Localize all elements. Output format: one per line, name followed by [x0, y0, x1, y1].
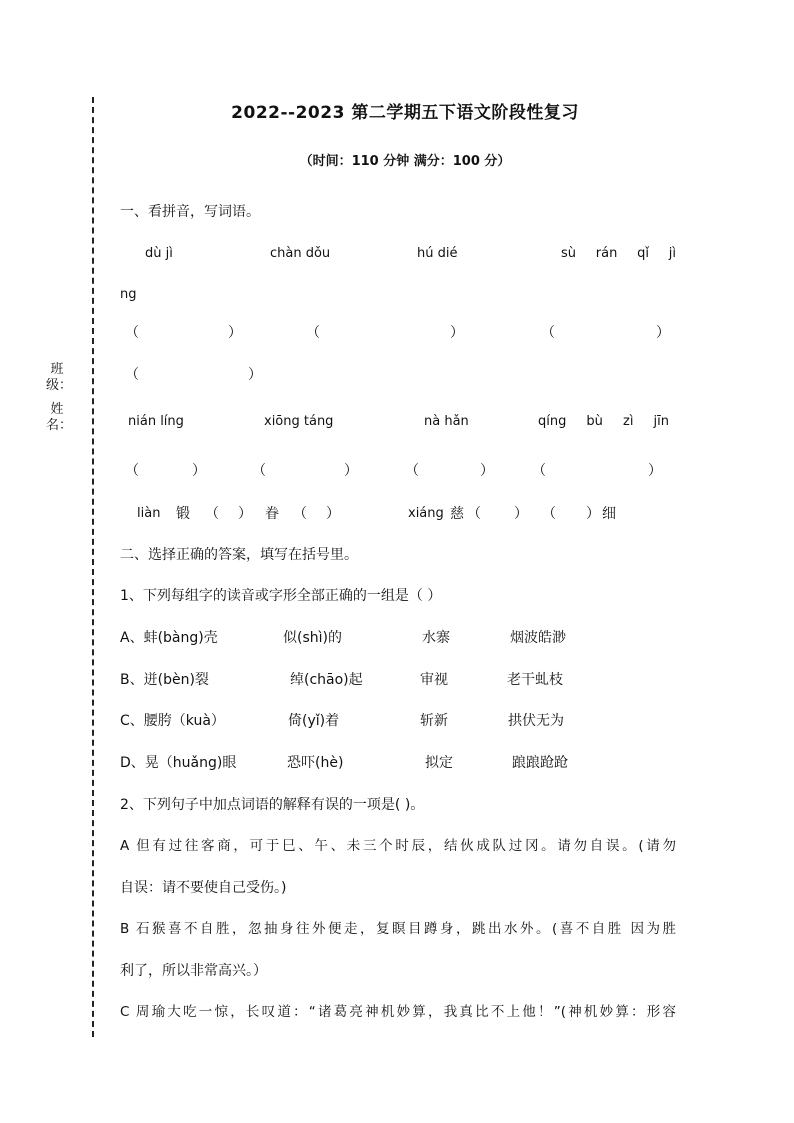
q1-option-b-1: B、迸(bèn)裂 — [120, 672, 209, 688]
binding-dashed-line — [92, 97, 94, 1037]
answer-blank-close: ） — [248, 367, 262, 383]
q2-line: B 石猴喜不自胜，忽抽身往外便走，复瞑目蹲身，跳出水外。(喜不自胜 因为胜 — [120, 921, 676, 937]
answer-blank-close: ） — [648, 463, 662, 479]
q1-option-d-4: 踉踉跄跄 — [512, 755, 568, 771]
name-label: 姓名： — [46, 402, 73, 433]
q2-line: A 但有过往客商，可于巳、午、未三个时辰，结伙成队过冈。请勿自误。(请勿 — [120, 838, 676, 854]
answer-blank-open: （ — [293, 506, 307, 522]
q2-line: 利了，所以非常高兴。） — [120, 963, 267, 979]
answer-blank-close: ） — [326, 506, 340, 522]
section1-heading: 一、看拼音，写词语。 — [120, 204, 260, 220]
q1-option-d-1: D、晃（huǎng)眼 — [120, 755, 237, 771]
q1-option-d-3: 拟定 — [425, 755, 453, 771]
pinyin-8: qíng bù zì jīn — [538, 414, 669, 429]
answer-blank-close: ） — [344, 463, 358, 479]
q1-option-c-1: C、腰胯（kuà） — [120, 713, 225, 729]
q1-option-a-1: A、蚌(bàng)壳 — [120, 630, 218, 646]
pinyin-2: chàn dǒu — [270, 246, 331, 261]
pinyin-7: nà hǎn — [424, 414, 469, 429]
answer-blank-open: （ — [541, 325, 555, 341]
q1-option-c-2: 倚(yǐ)着 — [288, 713, 340, 729]
q1-option-b-2: 绰(chāo)起 — [290, 672, 363, 688]
q1-stem: 1、下列每组字的读音或字形全部正确的一组是（ ） — [120, 588, 442, 604]
pinyin-5: nián líng — [128, 414, 184, 429]
pinyin-lian: liàn — [137, 506, 161, 521]
answer-blank-close: ） — [192, 463, 206, 479]
q1-option-c-4: 拱伏无为 — [508, 713, 564, 729]
answer-blank-open: （ — [532, 463, 546, 479]
char-duan: 锻 — [176, 506, 190, 522]
q1-option-b-3: 审视 — [420, 672, 448, 688]
page-subtitle: （时间：110 分钟 满分：100 分） — [299, 154, 511, 169]
q1-option-c-3: 斩新 — [420, 713, 448, 729]
pinyin-4: sù rán qǐ jì — [561, 246, 676, 261]
answer-blank-close: ） — [586, 506, 600, 522]
page-title: 2022--2023 第二学期五下语文阶段性复习 — [231, 103, 579, 123]
pinyin-4-wrap: ng — [120, 287, 137, 302]
q1-option-d-2: 恐吓(hè) — [287, 755, 344, 771]
answer-blank-close: ） — [514, 506, 528, 522]
answer-blank-open: （ — [125, 463, 139, 479]
q1-option-a-2: 似(shì)的 — [283, 630, 342, 646]
class-label: 班级： — [46, 362, 73, 393]
pinyin-3: hú dié — [417, 246, 458, 261]
char-juan: 眷 — [265, 506, 279, 522]
answer-blank-close: ） — [450, 325, 464, 341]
answer-blank-open: （ — [542, 506, 556, 522]
q1-option-a-3: 水寨 — [422, 630, 450, 646]
answer-blank-open: （ — [467, 506, 481, 522]
answer-blank-open: （ — [252, 463, 266, 479]
answer-blank-close: ） — [656, 325, 670, 341]
q1-option-a-4: 烟波皓渺 — [510, 630, 566, 646]
answer-blank-open: （ — [125, 367, 139, 383]
pinyin-6: xiōng táng — [264, 414, 334, 429]
answer-blank-close: ） — [480, 463, 494, 479]
char-xi: 细 — [602, 506, 616, 522]
q1-option-b-4: 老干虬枝 — [507, 672, 563, 688]
q2-line: C 周瑜大吃一惊，长叹道：“诸葛亮神机妙算，我真比不上他！”(神机妙算：形容 — [120, 1004, 676, 1020]
answer-blank-open: （ — [205, 506, 219, 522]
char-ci: 慈 — [450, 506, 464, 522]
q2-stem: 2、下列句子中加点词语的解释有误的一项是( )。 — [120, 797, 425, 813]
pinyin-xiang: xiáng — [408, 506, 444, 521]
answer-blank-open: （ — [405, 463, 419, 479]
answer-blank-close: ） — [238, 506, 252, 522]
answer-blank-open: （ — [306, 325, 320, 341]
pinyin-1: dù jì — [145, 246, 173, 261]
q2-line: 自误：请不要使自己受伤。) — [120, 880, 287, 896]
answer-blank-open: （ — [125, 325, 139, 341]
answer-blank-close: ） — [228, 325, 242, 341]
section2-heading: 二、选择正确的答案，填写在括号里。 — [120, 547, 358, 563]
